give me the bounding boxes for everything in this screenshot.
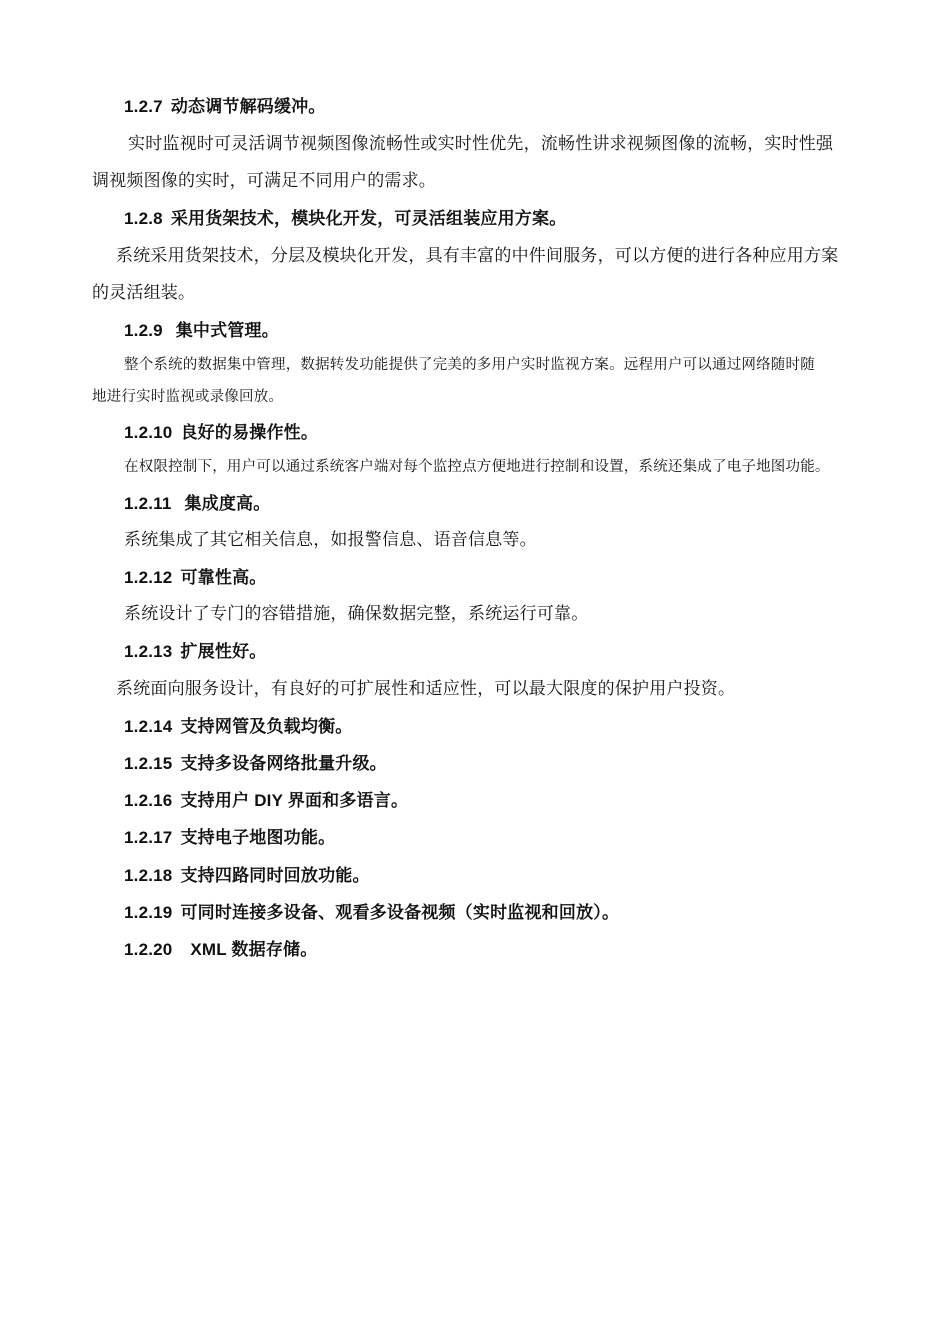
section-title: 支持网管及负载均衡。 — [180, 717, 353, 736]
section-heading-1-2-14 — [124, 712, 352, 737]
section-title: 可靠性高。 — [180, 568, 267, 587]
section-number: 1.2.17 — [124, 828, 173, 847]
section-number: 1.2.20 — [124, 940, 173, 959]
section-number: 1.2.7 — [124, 97, 163, 116]
section-heading-1-2-17 — [124, 823, 335, 848]
body-paragraph-line: 实时监视时可灵活调节视频图像流畅性或实时性优先，流畅性讲求视频图像的流畅，实时性强 — [128, 134, 834, 154]
body-paragraph-line: 调视频图像的实时，可满足不同用户的需求。 — [92, 171, 436, 191]
section-heading-1-2-11 — [124, 489, 270, 514]
section-title: 可同时连接多设备、观看多设备视频（实时监视和回放）。 — [180, 903, 620, 922]
section-number: 1.2.9 — [124, 321, 163, 340]
section-title: 支持四路同时回放功能。 — [180, 866, 370, 885]
section-number: 1.2.16 — [124, 791, 173, 810]
body-paragraph-line: 系统面向服务设计，有良好的可扩展性和适应性，可以最大限度的保护用户投资。 — [116, 679, 736, 699]
section-title: 支持用户 DIY 界面和多语言。 — [180, 791, 409, 810]
section-title: 良好的易操作性。 — [180, 423, 319, 442]
body-paragraph-line: 的灵活组装。 — [92, 283, 196, 303]
section-heading-1-2-20 — [124, 935, 317, 960]
section-heading-1-2-8 — [124, 204, 566, 229]
section-number: 1.2.8 — [124, 209, 163, 228]
section-number: 1.2.10 — [124, 423, 173, 442]
body-paragraph-line: 系统集成了其它相关信息，如报警信息、语音信息等。 — [124, 530, 537, 550]
section-heading-1-2-10 — [124, 418, 318, 443]
section-heading-1-2-13 — [124, 637, 266, 662]
section-heading-1-2-18 — [124, 861, 370, 886]
section-heading-1-2-15 — [124, 749, 387, 774]
section-number: 1.2.19 — [124, 903, 173, 922]
section-title: 集中式管理。 — [170, 321, 279, 340]
section-title: 支持多设备网络批量升级。 — [180, 754, 387, 773]
section-heading-1-2-12 — [124, 563, 266, 588]
section-title: 动态调节解码缓冲。 — [170, 97, 326, 116]
body-paragraph-line: 在权限控制下，用户可以通过系统客户端对每个监控点方便地进行控制和设置，系统还集成了电子地图功能。 — [124, 459, 830, 475]
section-heading-1-2-7 — [124, 92, 326, 117]
section-number: 1.2.15 — [124, 754, 173, 773]
section-title: XML 数据存储。 — [180, 940, 318, 959]
section-number: 1.2.11 — [124, 494, 172, 513]
section-heading-1-2-9 — [124, 316, 279, 341]
section-title: 采用货架技术，模块化开发，可灵活组装应用方案。 — [170, 209, 567, 228]
body-paragraph-line: 系统采用货架技术，分层及模块化开发，具有丰富的中件间服务，可以方便的进行各种应用方案 — [116, 246, 839, 266]
section-number: 1.2.12 — [124, 568, 173, 587]
body-paragraph-line: 地进行实时监视或录像回放。 — [92, 389, 284, 405]
section-title: 集成度高。 — [179, 494, 271, 513]
section-title: 扩展性好。 — [180, 642, 267, 661]
body-paragraph-line: 系统设计了专门的容错措施，确保数据完整，系统运行可靠。 — [124, 604, 589, 624]
section-heading-1-2-16 — [124, 786, 408, 811]
section-number: 1.2.18 — [124, 866, 173, 885]
section-heading-1-2-19 — [124, 898, 619, 923]
section-title: 支持电子地图功能。 — [180, 828, 336, 847]
section-number: 1.2.14 — [124, 717, 173, 736]
body-paragraph-line: 整个系统的数据集中管理，数据转发功能提供了完美的多用户实时监视方案。远程用户可以通过网络随时随 — [124, 357, 815, 373]
section-number: 1.2.13 — [124, 642, 173, 661]
